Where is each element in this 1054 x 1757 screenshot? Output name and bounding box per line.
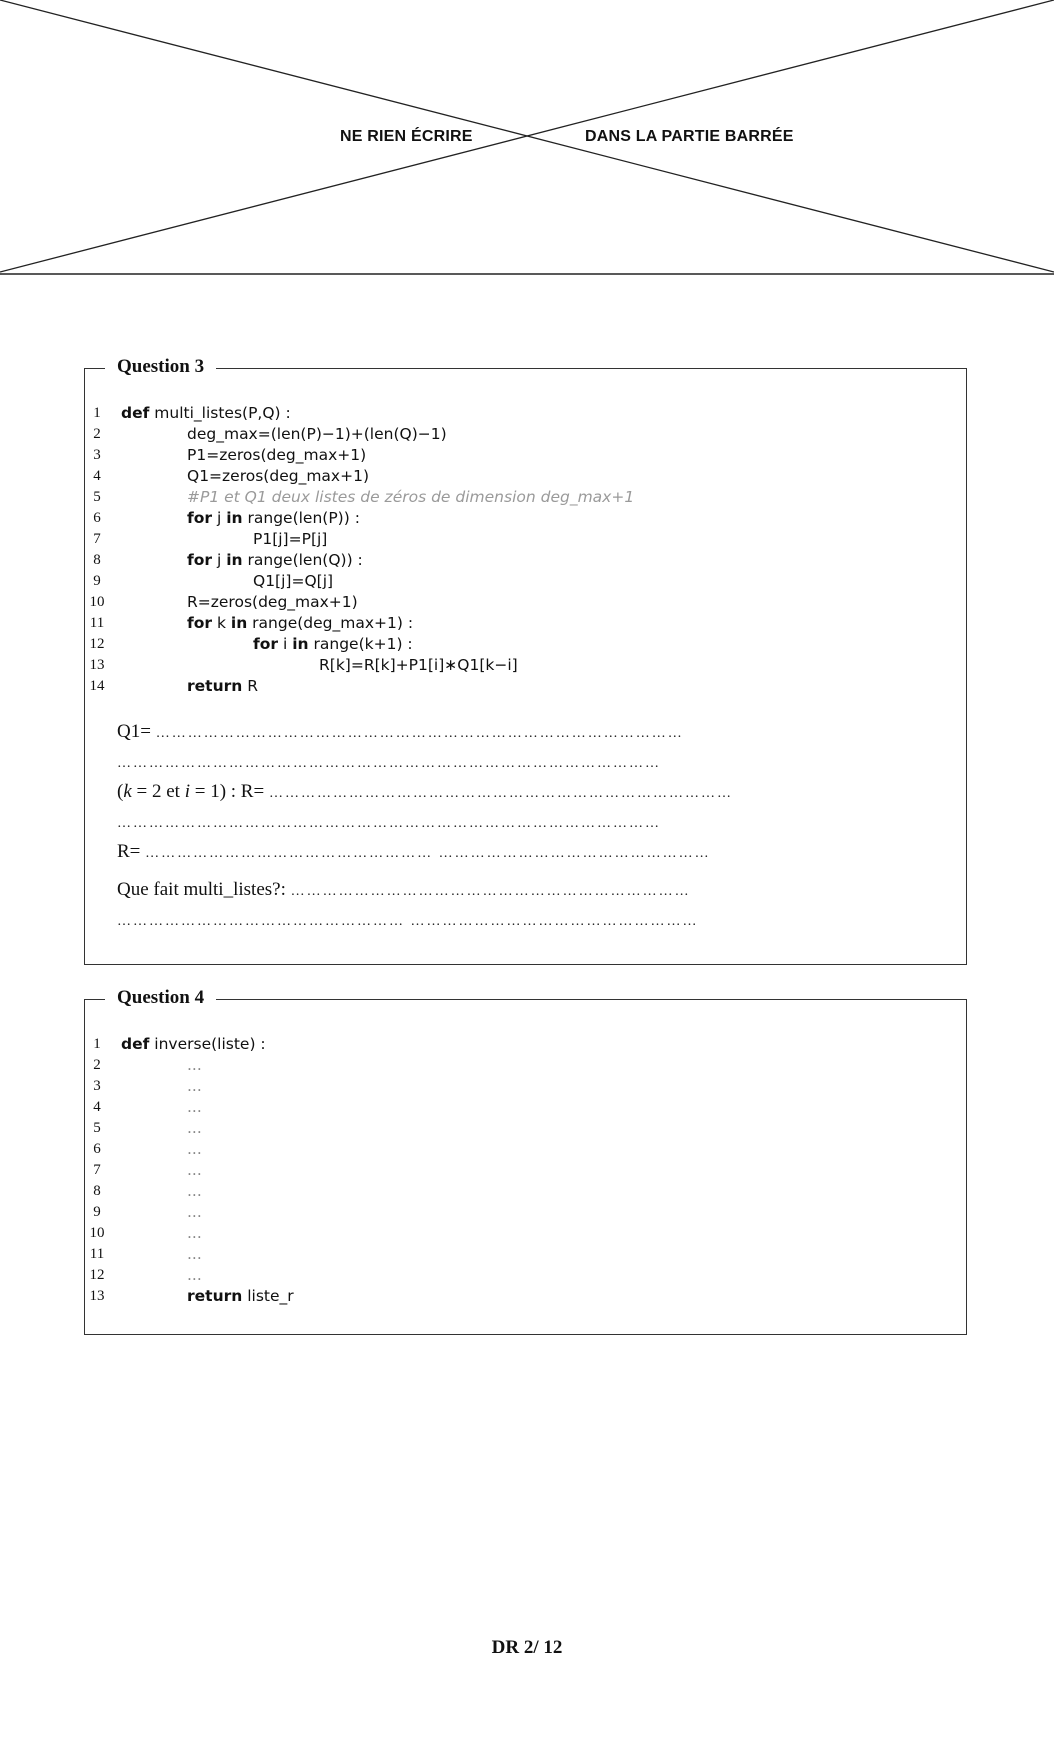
code-keyword: in [230, 614, 248, 632]
code-text [187, 487, 634, 508]
code-line [85, 1034, 966, 1055]
code-text: deg_max=(len(P)−1)+(len(Q)−1) [187, 425, 447, 443]
code-line [85, 1160, 966, 1181]
line-number: 8 [93, 1183, 101, 1199]
answer-line-r-continued[interactable] [117, 811, 951, 833]
q1-label: Q1= [117, 721, 151, 742]
i-variable: i [184, 781, 190, 802]
code-keyword: in [226, 551, 243, 569]
code-line [85, 634, 966, 655]
line-number: 4 [93, 468, 101, 484]
code-line [85, 1244, 966, 1265]
code-line [85, 1265, 966, 1286]
code-text [187, 1160, 202, 1181]
code-keyword: for [187, 551, 213, 569]
fill-dots: ……………………………………………… …………………………………………… [145, 846, 711, 861]
code-line [85, 487, 966, 508]
line-number: 2 [93, 1057, 101, 1073]
answer-line-que-fait-continued[interactable] [117, 909, 951, 931]
code-text: Q1[j]=Q[j] [253, 572, 334, 590]
code-text [187, 1097, 202, 1118]
line-number: 10 [89, 594, 105, 610]
code-keyword: def [121, 1035, 150, 1053]
code-text: Q1=zeros(deg_max+1) [187, 467, 369, 485]
code-line [85, 403, 966, 424]
line-number: 10 [89, 1225, 105, 1241]
fill-dots: ………………………………………………………………… [290, 884, 691, 899]
line-number: 12 [89, 1267, 105, 1283]
code-text: for k in range(deg_max+1) : [187, 614, 414, 632]
answer-line-q1-continued[interactable] [117, 751, 951, 773]
code-line [85, 613, 966, 634]
barred-zone-left-text: NE RIEN ÉCRIRE [336, 128, 477, 146]
fill-dots: ……………………………………………………………………………………… [155, 726, 684, 741]
line-number: 12 [89, 636, 105, 652]
code-line [85, 529, 966, 550]
line-number: 11 [89, 615, 105, 631]
code-placeholder-dots: ... [187, 1119, 202, 1137]
line-number: 1 [93, 405, 101, 421]
code-keyword: in [292, 635, 309, 653]
code-line [85, 466, 966, 487]
line-number: 5 [93, 1120, 101, 1136]
line-number: 7 [93, 531, 101, 547]
code-text: for j in range(len(P)) : [187, 509, 360, 527]
code-keyword: return [187, 1287, 243, 1305]
code-line [85, 445, 966, 466]
r-label: R= [117, 841, 141, 862]
code-line [85, 1223, 966, 1244]
code-text [187, 1076, 202, 1097]
question-4-code-listing [85, 1034, 966, 1307]
line-number: 14 [89, 678, 105, 694]
i-equals-r-label: = 1) : R= [189, 781, 265, 802]
question-3-title: Question 3 [105, 355, 216, 379]
line-number: 6 [93, 1141, 101, 1157]
line-number: 9 [93, 573, 101, 589]
code-placeholder-dots: ... [187, 1077, 202, 1095]
code-line [85, 1286, 966, 1307]
code-text: R[k]=R[k]+P1[i]∗Q1[k−i] [319, 656, 518, 674]
code-text: P1=zeros(deg_max+1) [187, 446, 367, 464]
code-line [85, 1076, 966, 1097]
open-paren: ( [117, 781, 124, 802]
code-keyword: def [121, 404, 150, 422]
page-number: DR 2/ 12 [491, 1637, 563, 1658]
que-fait-label: Que fait multi_listes?: [117, 879, 286, 900]
code-line [85, 1202, 966, 1223]
code-placeholder-dots: ... [187, 1266, 202, 1284]
answer-line-que-fait[interactable] [117, 879, 951, 901]
code-line [85, 424, 966, 445]
code-line [85, 508, 966, 529]
line-number: 3 [93, 447, 101, 463]
code-text [187, 1244, 202, 1265]
code-placeholder-dots: ... [187, 1224, 202, 1242]
code-text: P1[j]=P[j] [253, 530, 328, 548]
k-equals: = 2 et [131, 781, 185, 802]
code-text [187, 1181, 202, 1202]
code-line [85, 1118, 966, 1139]
line-number: 9 [93, 1204, 101, 1220]
line-number: 1 [93, 1036, 101, 1052]
question-4-box [84, 987, 967, 1335]
code-text: return R [187, 677, 258, 695]
line-number: 8 [93, 552, 101, 568]
code-text [187, 1055, 202, 1076]
code-line [85, 550, 966, 571]
line-number: 13 [89, 1288, 105, 1304]
barred-zone [0, 0, 1054, 276]
line-number: 6 [93, 510, 101, 526]
fill-dots: ………………………………………………………………………………………… [117, 756, 661, 771]
line-number: 11 [89, 1246, 105, 1262]
code-text [187, 1118, 202, 1139]
line-number: 4 [93, 1099, 101, 1115]
code-text: def multi_listes(P,Q) : [121, 404, 291, 422]
code-text: for i in range(k+1) : [253, 635, 413, 653]
code-comment: #P1 et Q1 deux listes de zéros de dimension deg_max+1 [187, 488, 635, 506]
barred-zone-cross [0, 0, 1054, 276]
question-3-box [84, 356, 967, 965]
line-number: 2 [93, 426, 101, 442]
code-line [85, 592, 966, 613]
code-text [187, 1265, 202, 1286]
code-placeholder-dots: ... [187, 1182, 202, 1200]
barred-zone-right-text: DANS LA PARTIE BARRÉE [581, 128, 798, 146]
code-placeholder-dots: ... [187, 1140, 202, 1158]
question-4-title: Question 4 [105, 986, 216, 1010]
code-line [85, 1055, 966, 1076]
code-text: R=zeros(deg_max+1) [187, 593, 358, 611]
code-text: for j in range(len(Q)) : [187, 551, 363, 569]
code-keyword: for [187, 509, 213, 527]
line-number: 3 [93, 1078, 101, 1094]
code-placeholder-dots: ... [187, 1098, 202, 1116]
answer-line-r[interactable] [117, 841, 951, 863]
code-placeholder-dots: ... [187, 1056, 202, 1074]
code-text: return liste_r [187, 1287, 294, 1305]
fill-dots: …………………………………………………………………………… [268, 786, 733, 801]
answer-line-r-k2-i1[interactable] [117, 781, 951, 803]
k-variable: k [123, 781, 132, 802]
question-3-code-listing [85, 403, 966, 697]
line-number: 13 [89, 657, 105, 673]
code-keyword: for [253, 635, 279, 653]
code-text [187, 1139, 202, 1160]
code-placeholder-dots: ... [187, 1245, 202, 1263]
code-text: def inverse(liste) : [121, 1035, 266, 1053]
code-text [187, 1202, 202, 1223]
line-number: 7 [93, 1162, 101, 1178]
code-line [85, 655, 966, 676]
code-placeholder-dots: ... [187, 1203, 202, 1221]
line-number: 5 [93, 489, 101, 505]
code-line [85, 1097, 966, 1118]
code-text [187, 1223, 202, 1244]
fill-dots: ………………………………………………………………………………………… [117, 816, 661, 831]
answer-line-q1[interactable] [117, 721, 951, 743]
code-line [85, 1181, 966, 1202]
code-line [85, 676, 966, 697]
code-keyword: return [187, 677, 243, 695]
code-placeholder-dots: ... [187, 1161, 202, 1179]
code-keyword: in [226, 509, 243, 527]
code-line [85, 571, 966, 592]
code-line [85, 1139, 966, 1160]
code-keyword: for [187, 614, 213, 632]
fill-dots: ……………………………………………… ……………………………………………… [117, 914, 699, 929]
